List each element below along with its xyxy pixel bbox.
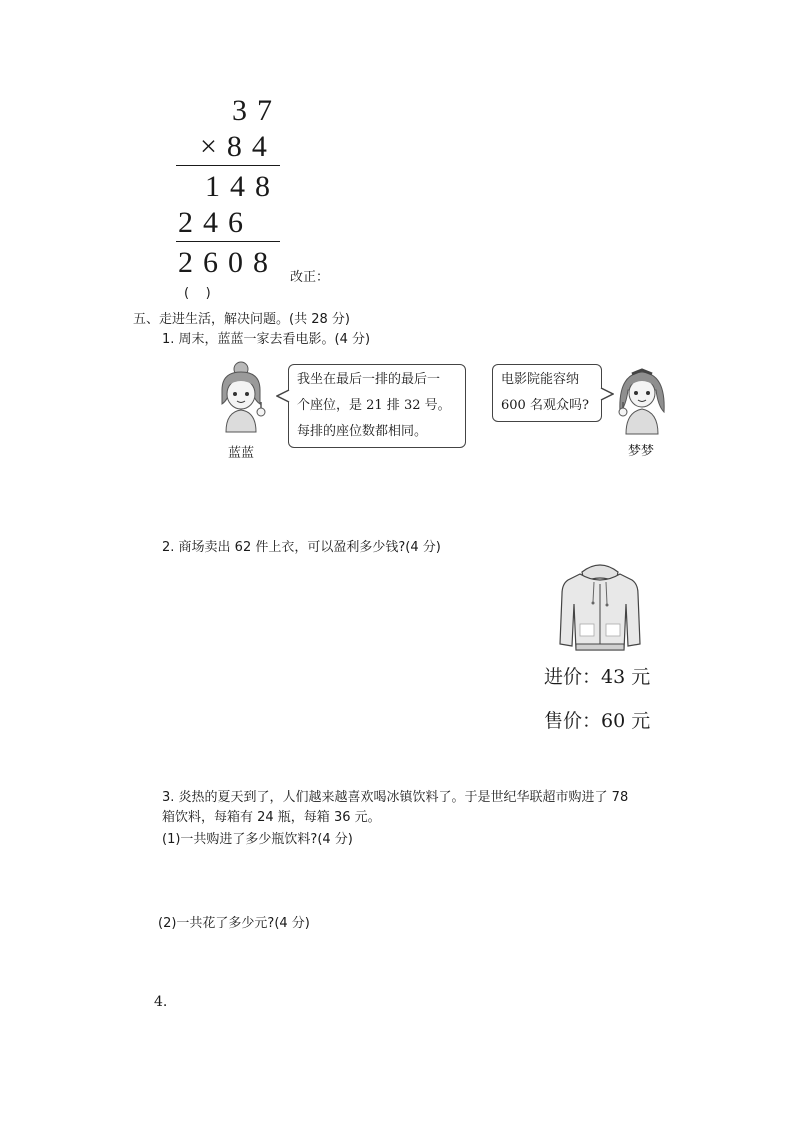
speech-bubble-lanlan <box>288 364 466 448</box>
judge-blank[interactable]: ( ) <box>184 286 211 301</box>
jacket-illustration <box>558 560 642 654</box>
sale-price: 售价：60 元 <box>544 710 651 732</box>
bubble-line: 个座位，是 21 排 32 号。 <box>297 398 451 413</box>
speech-bubble-mengmeng <box>492 364 602 422</box>
bubble-line: 电影院能容纳 <box>501 372 580 387</box>
question-2-text: 2. 商场卖出 62 件上衣，可以盈利多少钱?(4 分) <box>162 540 441 555</box>
partial-product-1: 148 <box>205 170 280 203</box>
bubble-line: 每排的座位数都相同。 <box>297 424 428 439</box>
question-1-text: 1. 周末，蓝蓝一家去看电影。(4 分) <box>162 332 371 347</box>
rule-line-2 <box>176 241 280 242</box>
rule-line-1 <box>176 165 280 166</box>
bubble-line: 我坐在最后一排的最后一 <box>297 372 441 387</box>
question-3-sub-1: (1)一共购进了多少瓶饮料?(4 分) <box>162 832 353 847</box>
correction-label: 改正： <box>290 270 330 285</box>
question-3-text-line1: 3. 炎热的夏天到了，人们越来越喜欢喝冰镇饮料了。于是世纪华联超市购进了 78 <box>162 790 629 805</box>
question-3-text-line2: 箱饮料，每箱有 24 瓶，每箱 36 元。 <box>162 810 381 825</box>
bubble-pointer-right <box>600 386 614 402</box>
bubble-pointer-left <box>276 388 290 404</box>
section-title: 五、走进生活，解决问题。(共 28 分) <box>133 312 350 327</box>
multiplier: ×84 <box>200 130 277 163</box>
cost-price: 进价：43 元 <box>544 666 651 688</box>
girl-mengmeng-illustration <box>614 362 670 438</box>
question-3-sub-2: (2)一共花了多少元?(4 分) <box>158 916 310 931</box>
partial-product-2: 246 <box>178 206 253 239</box>
question-4-label: 4. <box>154 994 168 1010</box>
bubble-line: 600 名观众吗? <box>501 398 589 413</box>
product-result: 2608 <box>178 246 278 279</box>
girl-lanlan-illustration <box>214 360 272 442</box>
multiplicand: 37 <box>232 94 282 127</box>
speaker-name-mengmeng: 梦梦 <box>628 444 655 459</box>
speaker-name-lanlan: 蓝蓝 <box>228 446 255 461</box>
